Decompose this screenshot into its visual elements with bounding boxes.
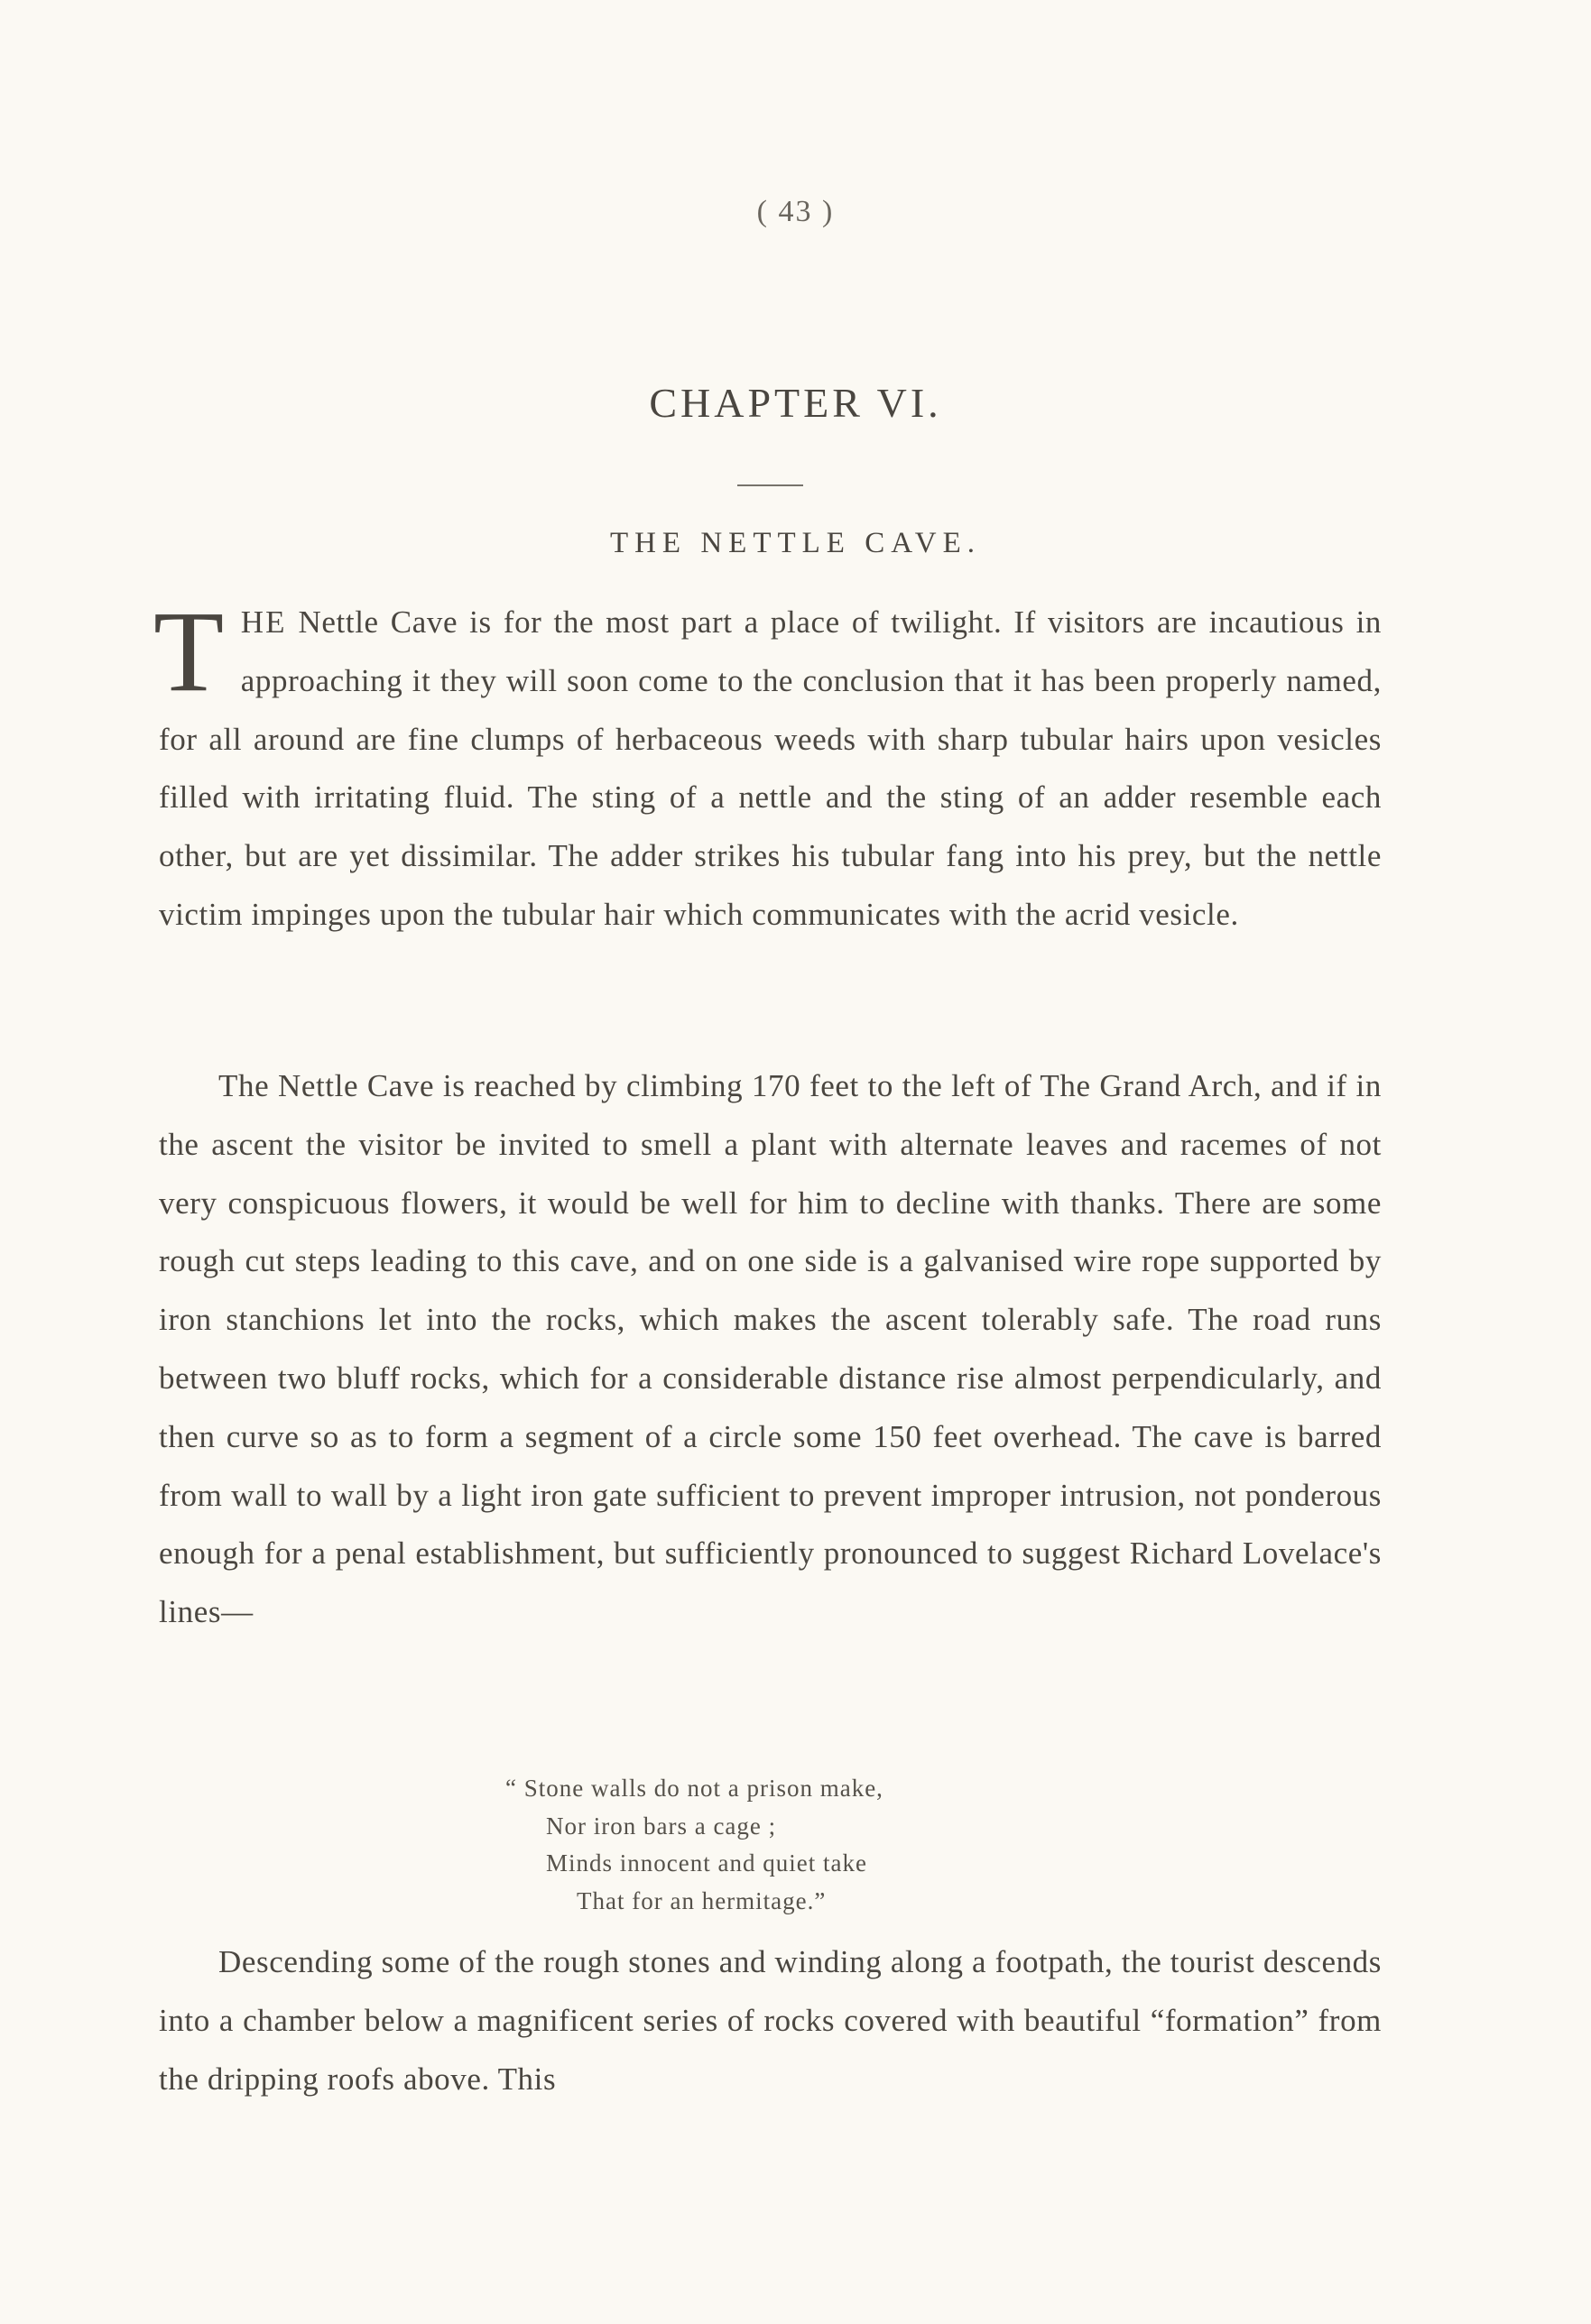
poem-line: Minds innocent and quiet take <box>546 1849 867 1877</box>
page-number: ( 43 ) <box>756 195 835 228</box>
first-word-rest: HE <box>240 604 287 640</box>
drop-cap: T <box>153 587 225 715</box>
poem-line: That for an hermitage.” <box>577 1886 827 1914</box>
chapter-subtitle: THE NETTLE CAVE. <box>609 527 982 559</box>
poem-line: Nor iron bars a cage ; <box>546 1812 777 1840</box>
paragraph-1 <box>153 587 1382 945</box>
chapter-title: CHAPTER VI. <box>649 380 942 426</box>
paragraph-3: Descending some of the rough stones and winding along a footpath, the tourist descends into a chamber below a magnificent series of rocks covered with beautiful “formation” from the dripping roofs above. This <box>159 1944 1382 2097</box>
divider-rule <box>737 484 803 486</box>
poem-line: “ Stone walls do not a prison make, <box>505 1775 883 1802</box>
paragraph-2: The Nettle Cave is reached by climbing 170 feet to the left of The Grand Arch, and if in the ascent the visitor be invited to smell a plant with alternate leaves and racemes of not very conspicuous flowers, it would be well for him to decline with thanks. There are some rough cut steps leading to this cave, and on one side is a galvanised wire rope supported by iron stanchions let into the rocks, which makes the ascent tolerably safe. The road runs between two bluff rocks, which for a considerable distance rise almost perpendicularly, and then curve so as to form a segment of a circle some 150 feet overhead. The cave is barred from wall to wall by a light iron gate sufficient to prevent improper intrusion, not ponderous enough for a penal establishment, but sufficiently pronounced to suggest Richard Lovelace's lines— <box>159 1068 1382 1630</box>
paragraph-1-text: Nettle Cave is for the most part a place of twilight. If visitors are incautious in approaching it they will soon come to the conclusion that it has been properly named, for all around are fine clumps of herbaceous weeds with sharp tubular hairs upon vesicles filled with irritating fluid. The sting of a nettle and the sting of an adder resemble each other, but are yet dissimilar. The adder strikes his tubular fang into his prey, but the nettle victim impinges upon the tubular hair which communicates with the acrid vesicle. <box>159 604 1382 932</box>
poem-quote <box>505 1770 1047 1920</box>
